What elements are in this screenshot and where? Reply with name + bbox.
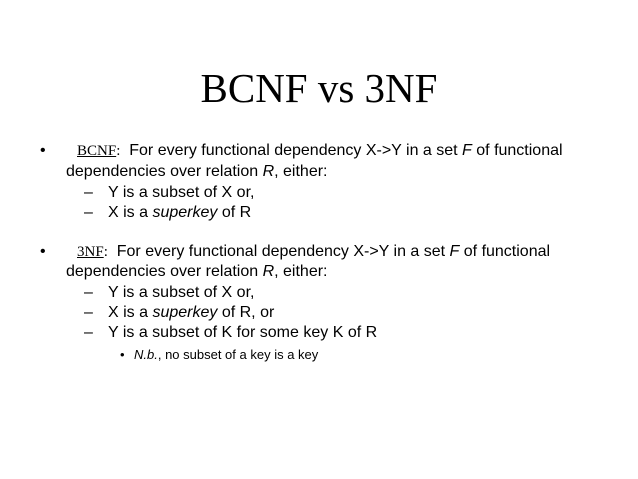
threenf-term-link[interactable]: 3NF (77, 244, 104, 260)
bcnf-line1 (77, 140, 563, 162)
threenf-sub1-text: Y is a subset of X or, (108, 284, 255, 301)
bcnf-sub2-text-b: of R (217, 204, 252, 221)
bcnf-line2-text-a: dependencies over relation (66, 163, 263, 180)
threenf-line2-text-a: dependencies over relation (66, 263, 263, 280)
threenf-line1-text-b: of functional (459, 243, 551, 260)
threenf-line1 (77, 241, 550, 263)
threenf-line2-text-b: , either: (274, 263, 328, 280)
threenf-sub2-text-a: X is a (108, 304, 153, 321)
slide-title: BCNF vs 3NF (200, 65, 438, 111)
bullet-icon: • (40, 243, 46, 260)
bcnf-term-link[interactable]: BCNF (77, 143, 117, 159)
threenf-note-text: , no subset of a key is a key (157, 347, 319, 362)
bcnf-line1-set-f: F (462, 142, 472, 159)
threenf-line1-text-a: For every functional dependency X->Y in a set (116, 243, 450, 260)
threenf-sub2-superkey: superkey (152, 304, 218, 321)
bcnf-colon: : (116, 143, 121, 159)
bullet-icon: • (120, 347, 125, 362)
threenf-sub3-text: Y is a subset of K for some key K of R (108, 324, 378, 341)
bcnf-line2-text-b: , either: (274, 163, 328, 180)
dash-icon: – (84, 304, 93, 321)
dash-icon: – (84, 324, 93, 341)
bcnf-line1-text-b: of functional (471, 142, 563, 159)
threenf-sub2-text-b: of R, or (217, 304, 275, 321)
dash-icon: – (84, 204, 93, 221)
threenf-line2-relation-r: R (262, 263, 275, 280)
bcnf-sub1-text: Y is a subset of X or, (108, 184, 255, 201)
bcnf-sub2-text-a: X is a (108, 204, 153, 221)
bullet-icon: • (40, 142, 46, 159)
threenf-line1-set-f: F (449, 243, 460, 260)
bcnf-line1-text-a: For every functional dependency X->Y in a set (129, 142, 463, 159)
threenf-note-nb: N.b. (134, 347, 158, 362)
bcnf-line2-relation-r: R (262, 163, 275, 180)
threenf-colon: : (103, 244, 108, 260)
dash-icon: – (84, 284, 93, 301)
bcnf-sub2-superkey: superkey (152, 204, 218, 221)
dash-icon: – (84, 184, 93, 201)
